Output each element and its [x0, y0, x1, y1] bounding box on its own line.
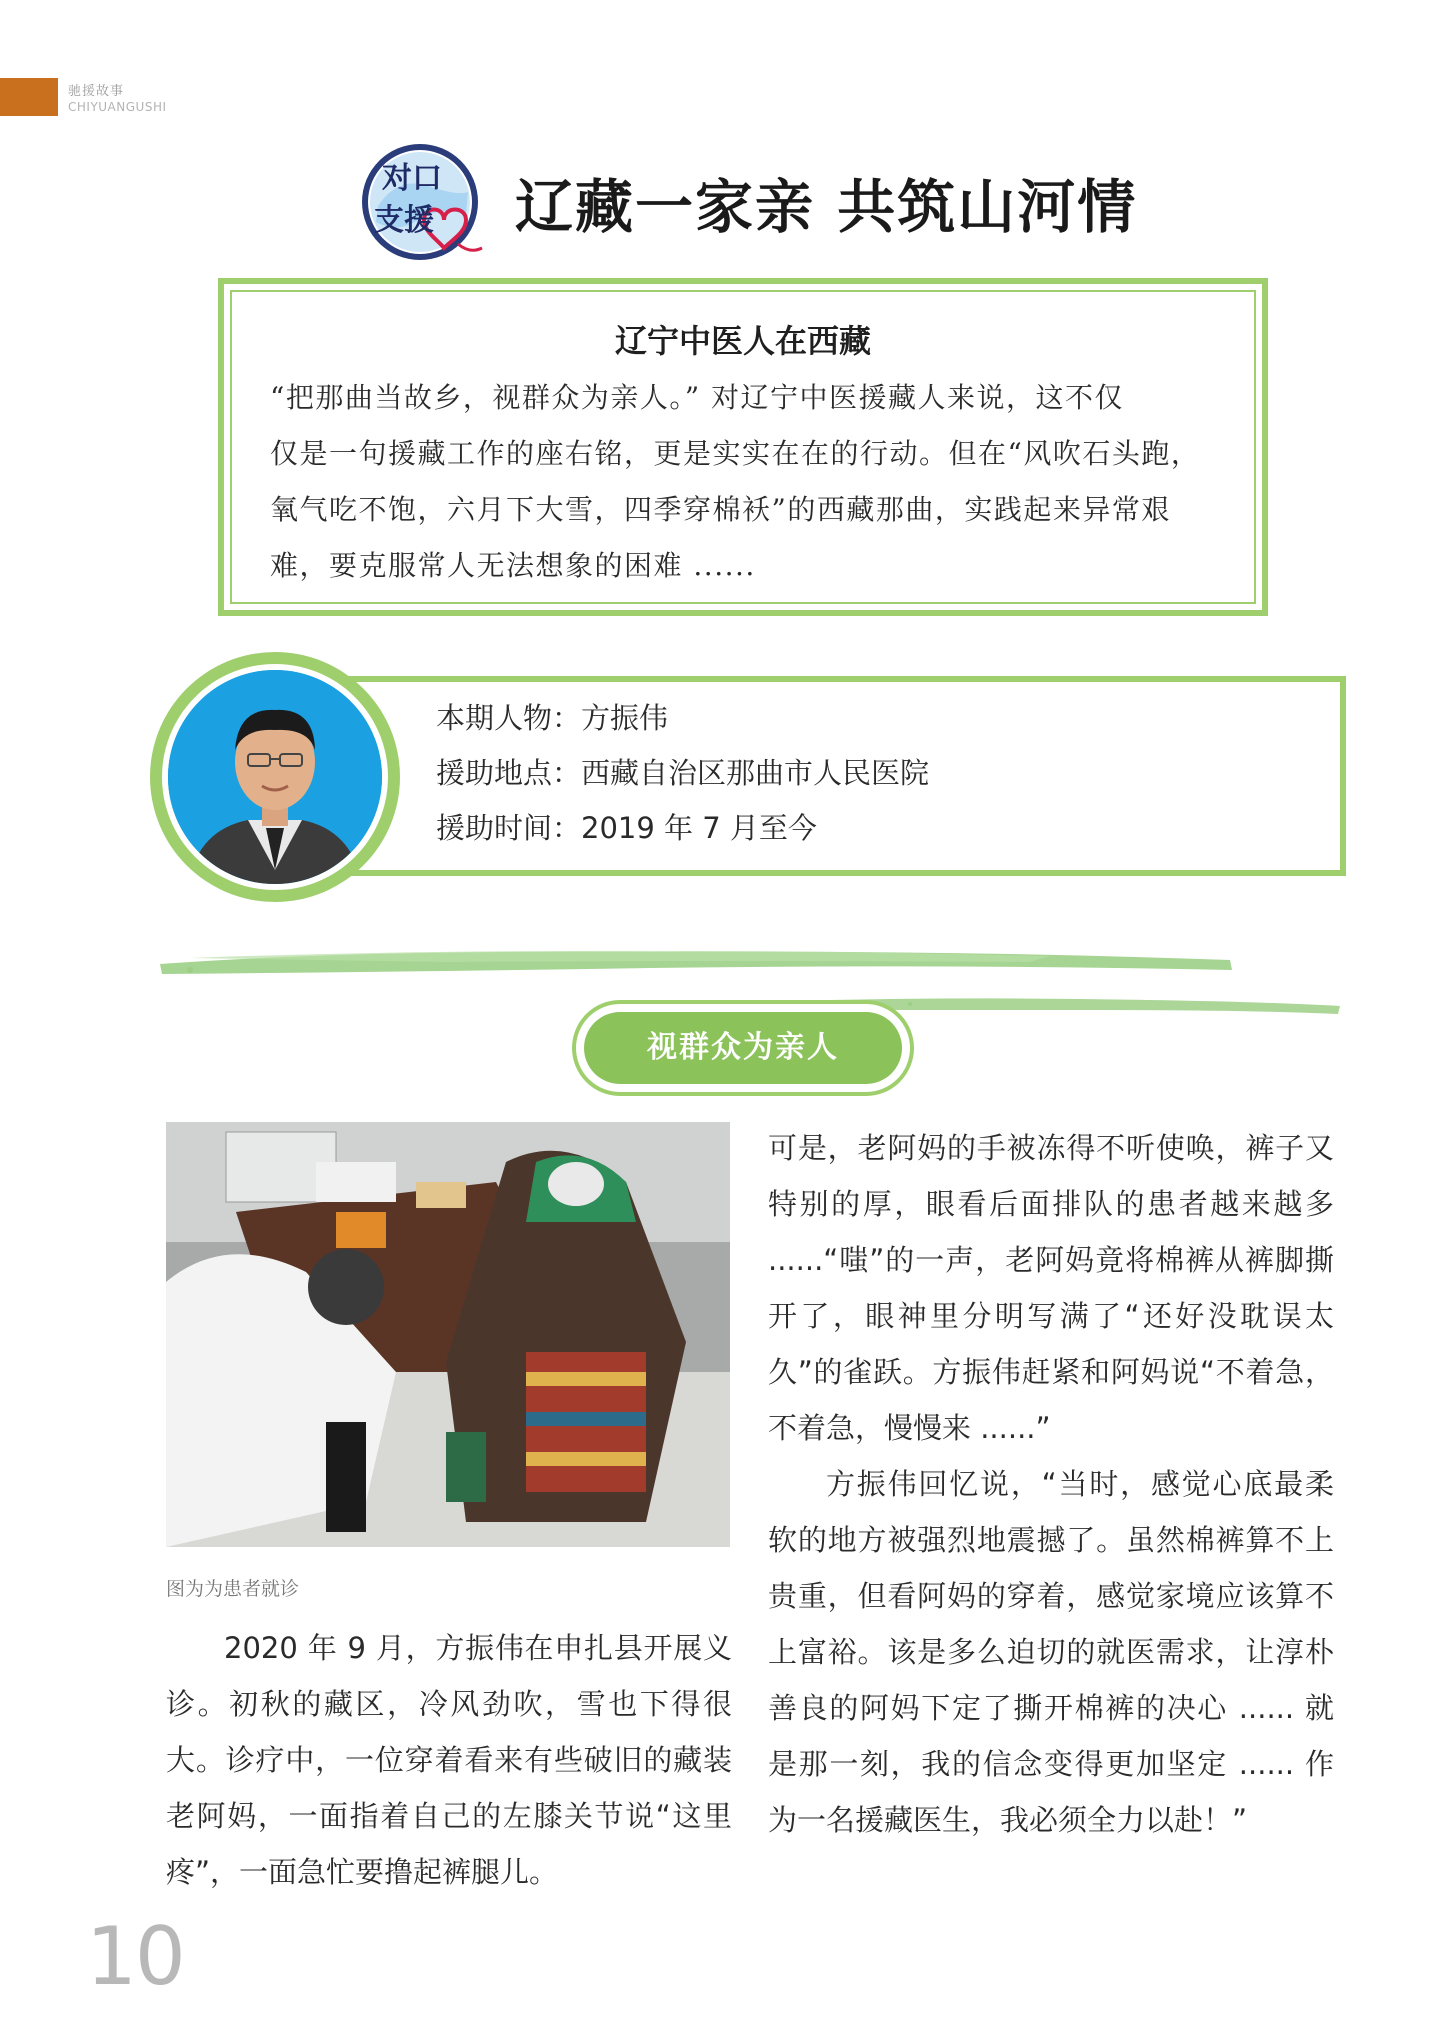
intro-line: “把那曲当故乡，视群众为亲人。” 对辽宁中医援藏人来说，这不仅 [270, 381, 1125, 414]
intro-line: 氧气吃不饱，六月下大雪，四季穿棉袄”的西藏那曲，实践起来异常艰 [270, 493, 1171, 526]
section-name: 驰援故事 [68, 84, 125, 99]
page-number: 10 [86, 1910, 184, 2003]
paragraph: 可是，老阿妈的手被冻得不听使唤，裤子又特别的厚，眼看后面排队的患者越来越多 ......“嗤”的一声，老阿妈竟将棉裤从裤脚撕开了，眼神里分明写满了“还好没耽误太久”的雀跃。方振伟赶紧和阿妈说“不着急，不着急，慢慢来 ......” [768, 1131, 1334, 1445]
section-tab-bar [0, 78, 58, 116]
section-title: 视群众为亲人 [647, 1030, 839, 1065]
duikou-zhiyuan-badge-icon [358, 136, 490, 268]
photo-caption: 图为为患者就诊 [166, 1578, 300, 1600]
article-title: 辽藏一家亲 共筑山河情 [515, 173, 1138, 241]
intro-line: 仅是一句援藏工作的座右铭，更是实实在在的行动。但在“风吹石头跑， [270, 437, 1201, 470]
paragraph: 2020 年 9 月，方振伟在申扎县开展义诊。初秋的藏区，冷风劲吹，雪也下得很大。诊疗中，一位穿着看来有些破旧的藏装老阿妈，一面指着自己的左膝关节说“这里疼”，一面急忙要撸起裤腿儿。 [166, 1631, 732, 1889]
avatar [162, 664, 388, 890]
svg-text:对口: 对口 [382, 161, 442, 196]
profile-location: 援助地点：西藏自治区那曲市人民医院 [436, 756, 930, 790]
intro-heading: 辽宁中医人在西藏 [614, 322, 871, 360]
svg-text:支援: 支援 [374, 203, 434, 238]
right-column [768, 1120, 1334, 1848]
article-photo [166, 1122, 730, 1547]
profile-time: 援助时间：2019 年 7 月至今 [436, 811, 817, 845]
doctor-examining-patient-photo [166, 1122, 730, 1547]
paragraph: 方振伟回忆说，“当时，感觉心底最柔软的地方被强烈地震撼了。虽然棉裤算不上贵重，但看阿妈的穿着，感觉家境应该算不上富裕。该是多么迫切的就医需求，让淳朴善良的阿妈下定了撕开棉裤的决心 ...... 就是那一刻，我的信念变得更加坚定 ...... 作为一名援藏医生，我必须全力以赴！” [768, 1467, 1334, 1837]
profile-person: 本期人物：方振伟 [436, 701, 669, 735]
person-portrait-icon [168, 670, 382, 884]
section-name-pinyin: CHIYUANGUSHI [68, 100, 167, 114]
left-column [166, 1620, 732, 1900]
intro-line: 难，要克服常人无法想象的困难 ...... [270, 549, 756, 582]
